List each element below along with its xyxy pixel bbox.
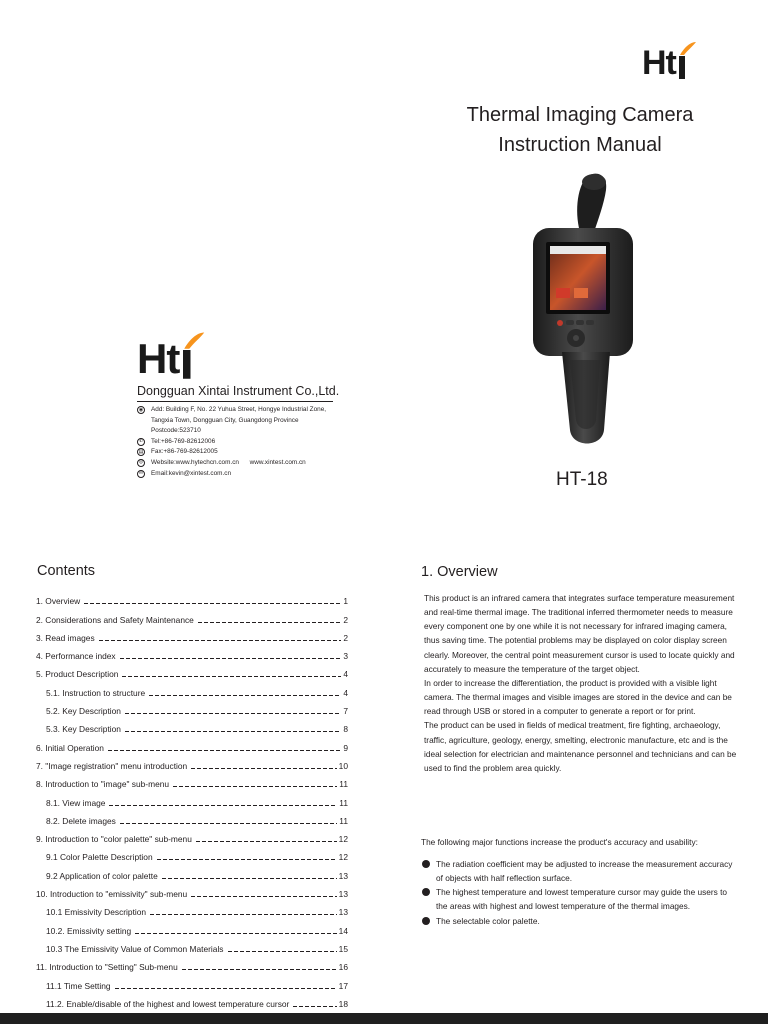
toc-leader	[108, 750, 341, 751]
toc-entry	[36, 679, 348, 697]
toc-leader	[99, 640, 342, 641]
toc-entry-page: 13	[338, 907, 348, 918]
toc-entry-page: 18	[338, 998, 348, 1009]
location-icon: ◉	[138, 406, 144, 413]
bullet-icon	[422, 860, 430, 868]
logo-wordmark: Ht	[137, 335, 180, 382]
toc-entry-label: 8.2. Delete images	[46, 815, 116, 826]
toc-leader	[120, 823, 337, 824]
toc-entry-label: 6. Initial Operation	[36, 742, 104, 753]
toc-entry	[36, 588, 348, 606]
toc-leader	[150, 914, 337, 915]
toc-leader	[191, 896, 336, 897]
toc-leader	[228, 951, 337, 952]
toc-entry-page: 17	[338, 980, 348, 991]
toc-entry-label: 10.3 The Emissivity Value of Common Materials	[46, 943, 224, 954]
toc-entry-page: 13	[338, 870, 348, 881]
toc-entry	[36, 753, 348, 771]
toc-entry-page: 11	[339, 815, 348, 826]
toc-entry-label: 2. Considerations and Safety Maintenance	[36, 614, 194, 625]
toc-entry	[36, 954, 348, 972]
bullet-icon	[422, 917, 430, 925]
logo-i-swoosh	[676, 40, 698, 80]
toc-entry-page: 8	[343, 724, 348, 735]
overview-heading: 1. Overview	[421, 564, 498, 580]
toc-leader	[125, 713, 341, 714]
contact-postcode: Postcode:523710	[151, 427, 201, 435]
toc-leader	[173, 786, 337, 787]
contact-website: ◎ Website:www.hytechcn.com.cn www.xintest.com.cn	[138, 458, 306, 466]
toc-entry-page: 4	[343, 687, 348, 698]
email-icon: ✉	[138, 470, 144, 477]
toc-entry-page: 11	[339, 797, 348, 808]
toc-entry-page: 11	[339, 779, 348, 790]
fax-icon: ▤	[138, 448, 144, 455]
toc-entry	[36, 899, 348, 917]
page-footer-bar	[0, 1013, 768, 1024]
company-name: Dongguan Xintai Instrument Co.,Ltd.	[137, 384, 340, 398]
toc-entry-label: 4. Performance index	[36, 651, 116, 662]
toc-leader	[120, 658, 342, 659]
toc-entry-page: 2	[343, 632, 348, 643]
toc-entry	[36, 643, 348, 661]
contact-tel: ✆ Tel:+86-769-82612006	[138, 437, 216, 445]
overview-paragraph: In order to increase the differentiation, the product is provided with a visible light camera. The thermal images and visible images are stored in the device and can be read through USB or stored in a computer to generate a report or for print.	[424, 677, 732, 717]
toc-entry	[36, 991, 348, 1009]
toc-entry	[36, 844, 348, 862]
toc-entry-label: 10. Introduction to "emissivity" sub-menu	[36, 889, 188, 900]
toc-entry-page: 3	[343, 651, 348, 662]
toc-entry	[36, 808, 348, 826]
toc-entry-label: 10.1 Emissivity Description	[46, 907, 147, 918]
contact-list	[137, 405, 377, 479]
toc-entry-label: 11.1 Time Setting	[46, 980, 111, 991]
toc-entry-label: 1. Overview	[36, 596, 81, 607]
functions-list	[422, 857, 740, 928]
globe-icon: ◎	[138, 459, 144, 466]
toc-leader	[149, 695, 341, 696]
toc-leader	[122, 676, 341, 677]
company-divider	[137, 401, 333, 402]
toc-leader	[115, 988, 337, 989]
list-item: The selectable color palette.	[422, 914, 740, 928]
toc-entry-page: 4	[343, 669, 348, 680]
phone-icon: ✆	[138, 438, 144, 445]
toc-leader	[125, 731, 341, 732]
bullet-icon	[422, 888, 430, 896]
toc-entry	[36, 789, 348, 807]
cover-title-line1: Thermal Imaging Camera	[466, 104, 694, 126]
table-of-contents	[36, 588, 348, 1009]
toc-entry-label: 11.2. Enable/disable of the highest and lowest temperature cursor	[46, 998, 290, 1009]
company-logo	[137, 330, 207, 380]
toc-entry-page: 14	[338, 925, 348, 936]
toc-leader	[198, 622, 341, 623]
thermal-camera-illustration	[528, 170, 648, 460]
toc-entry-page: 12	[338, 834, 348, 845]
model-number: HT-18	[556, 469, 608, 490]
toc-entry-label: 5.3. Key Description	[46, 724, 121, 735]
toc-entry-page: 2	[343, 614, 348, 625]
toc-entry-page: 12	[338, 852, 348, 863]
toc-entry	[36, 771, 348, 789]
toc-entry-label: 11. Introduction to "Setting" Sub-menu	[36, 962, 178, 973]
toc-entry	[36, 917, 348, 935]
overview-body	[424, 591, 740, 775]
list-item: The radiation coefficient may be adjusted to increase the measurement accuracy of objects with half reflection surface.	[422, 857, 740, 885]
toc-leader	[162, 878, 337, 879]
toc-leader	[182, 969, 337, 970]
toc-entry	[36, 716, 348, 734]
toc-entry	[36, 661, 348, 679]
toc-entry	[36, 881, 348, 899]
toc-leader	[135, 933, 336, 934]
toc-entry-label: 9. Introduction to "color palette" sub-menu	[36, 834, 192, 845]
toc-leader	[109, 805, 337, 806]
cover-title-line2: Instruction Manual	[498, 134, 662, 156]
contact-email: ✉ Email:kevin@xintest.com.cn	[138, 469, 232, 477]
toc-entry	[36, 625, 348, 643]
toc-entry-label: 3. Read images	[36, 632, 95, 643]
functions-lead: The following major functions increase the product's accuracy and usability:	[421, 837, 698, 847]
toc-entry-page: 15	[338, 943, 348, 954]
overview-paragraph: This product is an infrared camera that integrates surface temperature measurement and real-time thermal image. The traditional inferred thermometer needs to measure every component one by one while it is not necessary for infrared imaging camera, thus saving time. The potential problems may be displayed on color display screen clearly. Moreover, the central point measurement cursor is used to locate quickly and accurately to measure the temperature of the target object.	[424, 593, 735, 674]
toc-entry-label: 7. "Image registration" menu introduction	[36, 760, 188, 771]
contact-address: ◉ Add: Building F, No. 22 Yuhua Street, Hongye Industrial Zone,	[138, 406, 327, 413]
contact-address-line2: Tangxia Town, Dongguan City, Guangdong Province	[151, 416, 299, 424]
toc-entry-label: 8.1. View image	[46, 797, 106, 808]
toc-leader	[157, 859, 337, 860]
toc-entry-label: 8. Introduction to "image" sub-menu	[36, 779, 170, 790]
toc-entry	[36, 972, 348, 990]
toc-entry-page: 1	[343, 596, 348, 607]
list-item: The highest temperature and lowest temperature cursor may guide the users to the areas with highest and lowest temperature of the thermal images.	[422, 885, 740, 913]
toc-entry-page: 13	[338, 889, 348, 900]
overview-paragraph: The product can be used in fields of medical treatment, fire fighting, archaeology, traffic, agriculture, geology, energy, smelting, electronic manufacture, etc and is the ideal selection for electrician and maintenance personnel and technicians and can be used to find the problem area quickly.	[424, 720, 737, 773]
toc-entry	[36, 826, 348, 844]
toc-entry-label: 9.2 Application of color palette	[46, 870, 158, 881]
toc-entry-label: 5.2. Key Description	[46, 706, 121, 717]
toc-entry-page: 16	[338, 962, 348, 973]
logo-i-swoosh	[179, 330, 207, 380]
logo-wordmark: Ht	[642, 44, 676, 82]
toc-entry-page: 7	[343, 706, 348, 717]
toc-entry	[36, 936, 348, 954]
toc-leader	[191, 768, 336, 769]
toc-entry-label: 9.1 Color Palette Description	[46, 852, 153, 863]
toc-entry-label: 10.2. Emissivity setting	[46, 925, 132, 936]
contact-fax: ▤ Fax:+86-769-82612005	[138, 448, 218, 456]
brand-logo	[642, 40, 698, 80]
toc-entry-page: 9	[343, 742, 348, 753]
toc-entry	[36, 606, 348, 624]
toc-leader	[293, 1006, 336, 1007]
toc-entry-label: 5. Product Description	[36, 669, 119, 680]
contents-heading: Contents	[37, 563, 96, 579]
toc-entry	[36, 862, 348, 880]
toc-entry-page: 10	[338, 760, 348, 771]
toc-entry-label: 5.1. Instruction to structure	[46, 687, 146, 698]
cover-title	[430, 100, 730, 160]
toc-leader	[84, 603, 341, 604]
toc-entry	[36, 734, 348, 752]
toc-entry	[36, 698, 348, 716]
toc-leader	[196, 841, 337, 842]
